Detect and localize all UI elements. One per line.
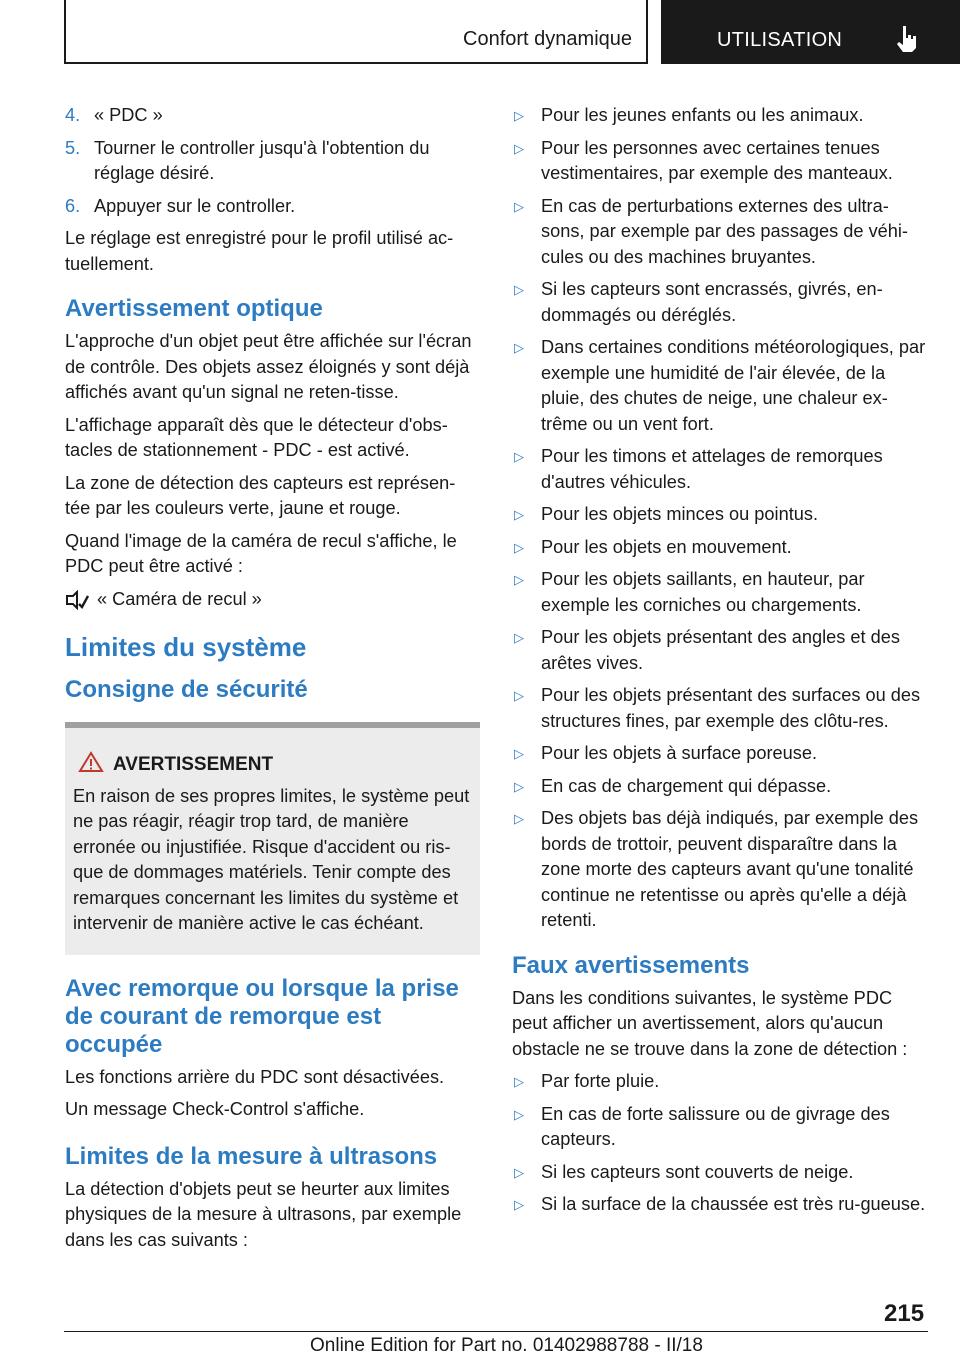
after-warning [65, 975, 480, 1254]
list-item [512, 741, 926, 767]
list-item-text: Pour les objets saillants, en hauteur, par exemple les corniches ou chargements. [541, 569, 865, 615]
header-chapter-box [661, 0, 960, 64]
list-item-text: Des objets bas déjà indiqués, par exemple des bords de trottoir, peuvent disparaître dans la zone morte des capteurs avant qu'une tonalité continue ne retentisse ou après qu'elle a déjà retenti. [541, 808, 919, 930]
triangle-bullet-icon: ▷ [514, 198, 524, 214]
heading-remorque: Avec remorque ou lorsque la prise de courant de remorque est occupée [65, 974, 459, 1058]
list-item [512, 502, 926, 528]
warning-triangle-icon [78, 751, 104, 773]
triangle-bullet-icon: ▷ [514, 1074, 524, 1089]
triangle-bullet-icon: ▷ [514, 630, 524, 645]
step-number: 6. [65, 195, 81, 216]
triangle-bullet-icon: ▷ [514, 572, 524, 587]
heading-faux-avertissements: Faux avertissements [512, 951, 750, 979]
header-chapter-title: UTILISATION [717, 29, 843, 51]
triangle-bullet-icon: ▷ [514, 688, 524, 703]
hand-pointer-icon [894, 24, 920, 54]
heading-avertissement-optique: Avertissement optique [65, 295, 323, 322]
list-item-text: Si la surface de la chaussée est très ru-gueuse. [541, 1194, 926, 1214]
heading-ultrasons: Limites de la mesure à ultrasons [65, 1142, 438, 1170]
page-number: 215 [884, 1300, 925, 1327]
list-item [512, 194, 926, 271]
triangle-bullet-icon: ▷ [514, 340, 524, 355]
triangle-bullet-icon: ▷ [514, 1106, 524, 1122]
paragraph: La zone de détection des capteurs est représen-tée par les couleurs verte, jaune et rouge. [65, 472, 456, 518]
list-item-text: Pour les objets en mouvement. [541, 536, 792, 557]
list-item-text: Par forte pluie. [541, 1071, 660, 1091]
list-item [512, 1160, 926, 1186]
list-item-text: En cas de chargement qui dépasse. [541, 775, 832, 796]
heading-consigne-securite: Consigne de sécurité [65, 676, 308, 703]
right-column [512, 103, 926, 1225]
left-column [65, 103, 480, 1260]
list-item [512, 806, 926, 934]
footer-divider [64, 1331, 928, 1332]
warning-title [73, 752, 472, 778]
step-text: Tourner le controller jusqu'à l'obtention du réglage désiré. [94, 137, 430, 183]
list-item-text: Pour les objets présentant des angles et des arêtes vives. [541, 627, 900, 673]
step-item [65, 136, 480, 187]
list-item [512, 1069, 926, 1095]
list-item [512, 1192, 926, 1218]
step-number: 5. [65, 137, 81, 158]
list-item-text: Pour les objets présentant des surfaces ou des structures fines, par exemple des clôtu-res. [541, 685, 921, 731]
step-item [65, 103, 480, 129]
list-item [512, 774, 926, 800]
step-text: Appuyer sur le controller. [94, 195, 296, 216]
list-item-text: Pour les objets minces ou pointus. [541, 504, 819, 524]
list-item [512, 444, 926, 495]
paragraph: Dans les conditions suivantes, le système PDC peut afficher un avertissement, alors qu'aucun obstacle ne se trouve dans la zone de détection : [512, 987, 908, 1059]
rear-camera-icon [65, 590, 89, 610]
list-item [512, 103, 926, 129]
step-text: « PDC » [94, 105, 163, 125]
camera-line [65, 587, 480, 613]
paragraph: La détection d'objets peut se heurter aux limites physiques de la mesure à ultrasons, par exemple dans les cas suivants : [65, 1178, 462, 1250]
header-section-title: Confort dynamique [463, 28, 632, 50]
footer-edition: Online Edition for Part no. 01402988788 - II/18 [310, 1335, 703, 1356]
triangle-bullet-icon: ▷ [514, 507, 524, 522]
triangle-bullet-icon: ▷ [514, 1197, 524, 1212]
step-item [65, 194, 480, 220]
triangle-bullet-icon: ▷ [514, 778, 524, 794]
triangle-bullet-icon: ▷ [514, 282, 524, 297]
list-item-text: En cas de perturbations externes des ultra-sons, par exemple par des passages de véhi-cules ou des machines bruyantes. [541, 195, 908, 267]
triangle-bullet-icon: ▷ [514, 108, 524, 123]
paragraph: Un message Check-Control s'affiche. [65, 1099, 365, 1119]
list-item [512, 625, 926, 676]
list-item [512, 136, 926, 187]
list-item [512, 1102, 926, 1153]
paragraph: L'approche d'un objet peut être affichée sur l'écran de contrôle. Des objets assez éloignés y sont déjà affichés avant qu'un signal ne reten-tisse. [65, 331, 472, 402]
triangle-bullet-icon: ▷ [514, 449, 524, 464]
list-item [512, 567, 926, 618]
heading-limites-systeme: Limites du système [65, 632, 307, 662]
list-item-text: En cas de forte salissure ou de givrage des capteurs. [541, 1103, 890, 1149]
triangle-bullet-icon: ▷ [514, 140, 524, 156]
triangle-bullet-icon: ▷ [514, 746, 524, 761]
list-item [512, 535, 926, 561]
list-item-text: Si les capteurs sont couverts de neige. [541, 1161, 854, 1182]
list-item [512, 335, 926, 437]
list-item-text: Pour les personnes avec certaines tenues vestimentaires, par exemple des manteaux. [541, 137, 893, 183]
triangle-bullet-icon: ▷ [514, 811, 524, 826]
list-item-text: Si les capteurs sont encrassés, givrés, en-dommagés ou déréglés. [541, 279, 883, 325]
list-item-text: Pour les timons et attelages de remorques d'autres véhicules. [541, 446, 883, 492]
list-item-text: Dans certaines conditions météorologiques, par exemple une humidité de l'air élevée, de la pluie, des chutes de neige, une chaleur ex-trême ou un vent fort. [541, 337, 926, 434]
paragraph: Les fonctions arrière du PDC sont désactivées. [65, 1066, 445, 1087]
list-item-text: Pour les objets à surface poreuse. [541, 743, 818, 763]
camera-label: « Caméra de recul » [97, 588, 262, 609]
list-item [512, 683, 926, 734]
warning-box [65, 722, 480, 955]
list-item-text: Pour les jeunes enfants ou les animaux. [541, 105, 864, 125]
triangle-bullet-icon: ▷ [514, 539, 524, 555]
paragraph: Le réglage est enregistré pour le profil utilisé ac-tuellement. [65, 228, 454, 274]
paragraph: L'affichage apparaît dès que le détecteur d'obs-tacles de stationnement - PDC - est activé. [65, 414, 448, 460]
paragraph: Quand l'image de la caméra de recul s'affiche, le PDC peut être activé : [65, 530, 457, 576]
header-section-box [64, 0, 648, 64]
warning-title-text: AVERTISSEMENT [113, 754, 274, 775]
list-item [512, 277, 926, 328]
warning-text: En raison de ses propres limites, le système peut ne pas réagir, réagir trop tard, de manière erronée ou injustifiée. Risque d'accident ou ris-que de dommages matériels. Tenir compte des remarques concernant les limites du système et intervenir de manière active le cas échéant. [73, 785, 470, 933]
step-number: 4. [65, 105, 81, 125]
triangle-bullet-icon: ▷ [514, 1164, 524, 1180]
